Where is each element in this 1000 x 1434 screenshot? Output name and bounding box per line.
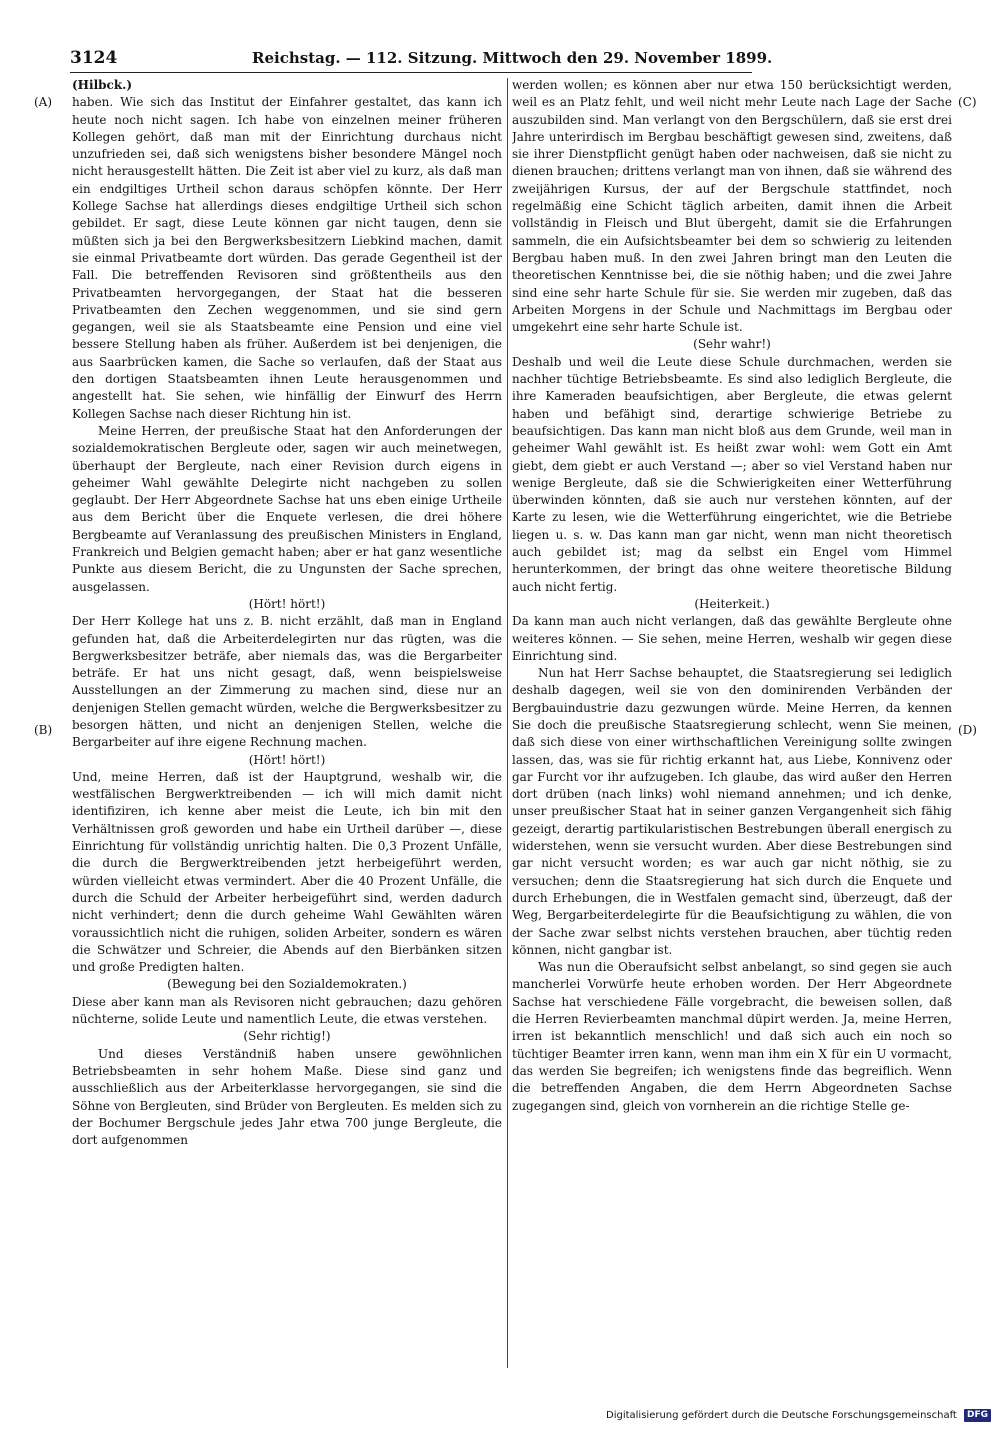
header-rule <box>70 72 752 73</box>
paragraph: Da kann man auch nicht verlangen, daß das gewählte Bergleute ohne weiteres können. — Sie sehen, meine Herren, weshalb wir gegen diese Einrichtung sind. <box>512 614 952 663</box>
interjection: (Sehr richtig!) <box>243 1029 331 1044</box>
page-header <box>70 47 773 69</box>
footer-credit: Digitalisierung gefördert durch die Deutsche Forschungsgemeinschaft <box>606 1410 957 1421</box>
paragraph: Meine Herren, der preußische Staat hat den Anforderungen der sozialdemokratischen Bergleute oder, sagen wir auch meinetwegen, überhaupt der Bergleute, nach einer Revision durch eigens in geheimer Wahl gewählte Delegirte nicht nachgeben zu sollen geglaubt. Der Herr Abgeordnete Sachse hat uns eben einige Urtheile aus dem Bericht über die Enquete verlesen, die drei höhere Bergbeamte auf Veranlassung des preußischen Ministers in England, Frankreich und Belgien gemacht haben; aber er hat ganz wesentliche Punkte aus diesem Bericht, die zu Ungunsten der Sache sprechen, ausgelassen. <box>72 423 502 594</box>
interjection: (Hört! hört!) <box>248 752 326 767</box>
paragraph: Und dieses Verständniß haben unsere gewöhnlichen Betriebsbeamten in sehr hohem Maße. Diese sind ganz und ausschließlich aus der Arbeiterklasse hervorgegangen, sie sind die Söhne von Bergleuten, sind Brüder von Bergleuten. Es melden sich zu der Bochumer Bergschule jedes Jahr etwa 700 junge Bergleute, die dort aufgenommen <box>72 1046 502 1148</box>
page-number: 3124 <box>70 48 118 68</box>
interjection: (Bewegung bei den Sozialdemokraten.) <box>167 977 407 992</box>
interjection: (Heiterkeit.) <box>694 596 770 611</box>
paragraph: werden wollen; es können aber nur etwa 150 berücksichtigt werden, weil es an Platz fehlt, und weil nicht mehr Leute nach Lage der Sache auszubilden sind. Man verlangt von den Bergschülern, daß sie erst drei Jahre unterirdisch im Bergbau beschäftigt gewesen sind, zweitens, daß sie ihrer Dienstpflicht genügt haben oder nachweisen, daß sie nicht zu dienen brauchen; drittens verlangt man von ihnen, daß sie während des zweijährigen Kursus, der auf der Bergschule stattfindet, noch regelmäßig eine Schicht täglich arbeiten, damit ihnen die Arbeit vollständig in Fleisch und Blut übergeht, damit sie die Erfahrungen sammeln, die ein Aufsichtsbeamter bei dem so schwierig zu leitenden Bergbau haben muß. In den zwei Jahren bringt man den Leuten die theoretischen Kenntnisse bei, die sie nöthig haben; und die zwei Jahre sind eine sehr harte Schule für sie. Sie werden mir zugeben, daß das Arbeiten Morgens in der Schule und Nachmittags im Bergbau oder umgekehrt eine sehr harte Schule ist. <box>512 78 952 335</box>
running-title: Reichstag. — 112. Sitzung. Mittwoch den 29. November 1899. <box>252 49 773 67</box>
paragraph: Nun hat Herr Sachse behauptet, die Staatsregierung sei lediglich deshalb dagegen, weil sie von den dominirenden Verbänden der Bergbauindustrie dazu gezwungen würde. Meine Herren, da kennen Sie doch die preußische Staatsregierung schlecht, wenn Sie meinen, daß sich diese von einer wirthschaftlichen Vereinigung sollte zwingen lassen, das, was sie für richtig erkannt hat, aus Liebe, Konnivenz oder gar Furcht vor ihr aufzugeben. Ich glaube, das wird außer den Herren dort drüben (nach links) wohl niemand annehmen; und ich denke, unser preußischer Staat hat in seiner ganzen Vergangenheit sich fähig gezeigt, derartig partikularistischen Bestrebungen überall energisch zu widerstehen, wenn sie versucht wurden. Aber diese Bestrebungen sind gar nicht versucht worden; es war auch gar nicht nöthig, sie zu versuchen; denn die Staatsregierung hat sich durch die Enquete und durch Erhebungen, die in Westfalen gemacht sind, überzeugt, daß der Weg, Bergarbeiterdelegirte für die Beaufsichtigung zu wählen, die von der Sache zwar selbst nichts verstehen brauchen, aber tüchtig reden können, nicht gangbar ist. <box>512 666 952 957</box>
paragraph: Der Herr Kollege hat uns z. B. nicht erzählt, daß man in England gefunden hat, daß die Arbeiterdelegirten nur das rügten, was die Bergwerksbesitzer beträfe, aber niemals das, was die Bergarbeiter beträfe. Er hat uns nicht gesagt, daß, wenn beispielsweise Ausstellungen an der Zimmerung zu machen sind, diese nur an denjenigen Stellen gemacht würden, welche die Bergwerksbesitzer zu besorgen hätten, und nicht an denjenigen Stellen, welche die Bergarbeiter auf ihre eigene Rechnung machen. <box>72 614 502 750</box>
column-divider <box>507 78 508 1368</box>
dfg-logo-icon: DFG <box>964 1409 991 1422</box>
left-column <box>72 77 502 1367</box>
right-column <box>512 77 952 1367</box>
margin-mark-b: (B) <box>34 723 53 737</box>
paragraph: Diese aber kann man als Revisoren nicht gebrauchen; dazu gehören nüchterne, solide Leute und namentlich Leute, die etwas verstehen. <box>72 994 502 1027</box>
margin-mark-d: (D) <box>958 723 977 737</box>
interjection: (Sehr wahr!) <box>693 337 771 352</box>
digitization-footer <box>606 1407 989 1425</box>
paragraph: Was nun die Oberaufsicht selbst anbelangt, so sind gegen sie auch mancherlei Vorwürfe heute erhoben worden. Der Herr Abgeordnete Sachse hat verschiedene Fälle vorgebracht, die beweisen sollen, daß die Herren Revierbeamten manchmal düpirt werden. Ja, meine Herren, irren ist bekanntlich menschlich! und daß sich auch ein noch so tüchtiger Beamter irren kann, wenn man ihm ein X für ein U vormacht, das werden Sie begreifen; ich wenigstens finde das begreiflich. Wenn die betreffenden Angaben, die dem Herrn Abgeordneten Sachse zugegangen sind, gleich von vornherein an die richtige Stelle ge- <box>512 960 952 1113</box>
paragraph: Deshalb und weil die Leute diese Schule durchmachen, werden sie nachher tüchtige Betriebsbeamte. Es sind also lediglich Bergleute, die ihre Kameraden beaufsichtigen, aber Bergleute, die etwas gelernt haben und befähigt sind, derartige schwierige Betriebe zu beaufsichtigen. Das kann man nicht bloß aus dem Grunde, weil man in geheimer Wahl gewählt ist. Es heißt zwar wohl: wem Gott ein Amt giebt, dem giebt er auch Verstand —; aber so viel Verstand haben nur wenige Bergleute, daß sie die Schwierigkeiten einer Wetterführung überwinden könnten, daß sie auch nur verstehen könnten, auf der Karte zu lesen, wie die Wetterführung eingerichtet, wie die Betriebe liegen u. s. w. Das kann man gar nicht, wenn man nicht theoretisch auch gebildet ist; mag da selbst ein Engel vom Himmel herunterkommen, der bringt das ohne weitere theoretische Bildung auch nicht fertig. <box>512 354 952 594</box>
interjection: (Hört! hört!) <box>248 596 326 611</box>
margin-mark-c: (C) <box>958 95 977 109</box>
margin-mark-a: (A) <box>34 95 53 109</box>
speaker-label: (Hilbck.) <box>72 78 132 92</box>
paragraph: haben. Wie sich das Institut der Einfahrer gestaltet, das kann ich heute noch nicht sagen. Ich habe von einzelnen meiner früheren Kollegen gehört, daß man mit der Einrichtung durchaus nicht unzufrieden sei, daß sich wenigstens bisher besondere Mängel noch nicht herausgestellt hätten. Die Zeit ist aber viel zu kurz, als daß man ein endgiltiges Urtheil schon daraus schöpfen könnte. Der Herr Kollege Sachse hat allerdings dieses endgiltige Urtheil sich schon gebildet. Er sagt, diese Leute können gar nicht taugen, denn sie müßten sich ja bei den Bergwerksbesitzern Liebkind machen, damit sie einmal Privatbeamte dort würden. Das gerade Gegentheil ist der Fall. Die betreffenden Revisoren sind größtentheils aus den Privatbeamten hervorgegangen, der Staat hat die besseren Privatbeamten den Zechen weggenommen, und sie sind gern gegangen, weil sie als Staatsbeamte eine Pension und eine viel bessere Stellung haben als früher. Außerdem ist bei denjenigen, die aus Saarbrücken kamen, die Sache so verlaufen, daß der Staat aus den dortigen Staatsbeamten ihnen Leute herausgenommen und angestellt hat. Sie sehen, wie hinfällig der Einwurf des Herrn Kollegen Sachse nach dieser Richtung hin ist. <box>72 95 502 421</box>
paragraph: Und, meine Herren, daß ist der Hauptgrund, weshalb wir, die westfälischen Bergwerktreibenden — ich will mich damit nicht identifiziren, ich kenne aber meist die Leute, ich bin mit den Verhältnissen groß geworden und habe ein Urtheil darüber —, diese Einrichtung für vollständig unrichtig halten. Die 0,3 Prozent Unfälle, die durch die Bergwerktreibenden jetzt herbeigeführt werden, würden vielleicht etwas vermindert. Aber die 40 Prozent Unfälle, die durch die Schuld der Arbeiter herbeigeführt sind, werden dadurch nicht verhindert; denn die durch geheime Wahl Gewählten wären voraussichtlich nicht die ruhigen, soliden Arbeiter, sondern es wären die Schwätzer und Schreier, die Abends auf den Bierbänken sitzen und große Predigten halten. <box>72 769 502 975</box>
